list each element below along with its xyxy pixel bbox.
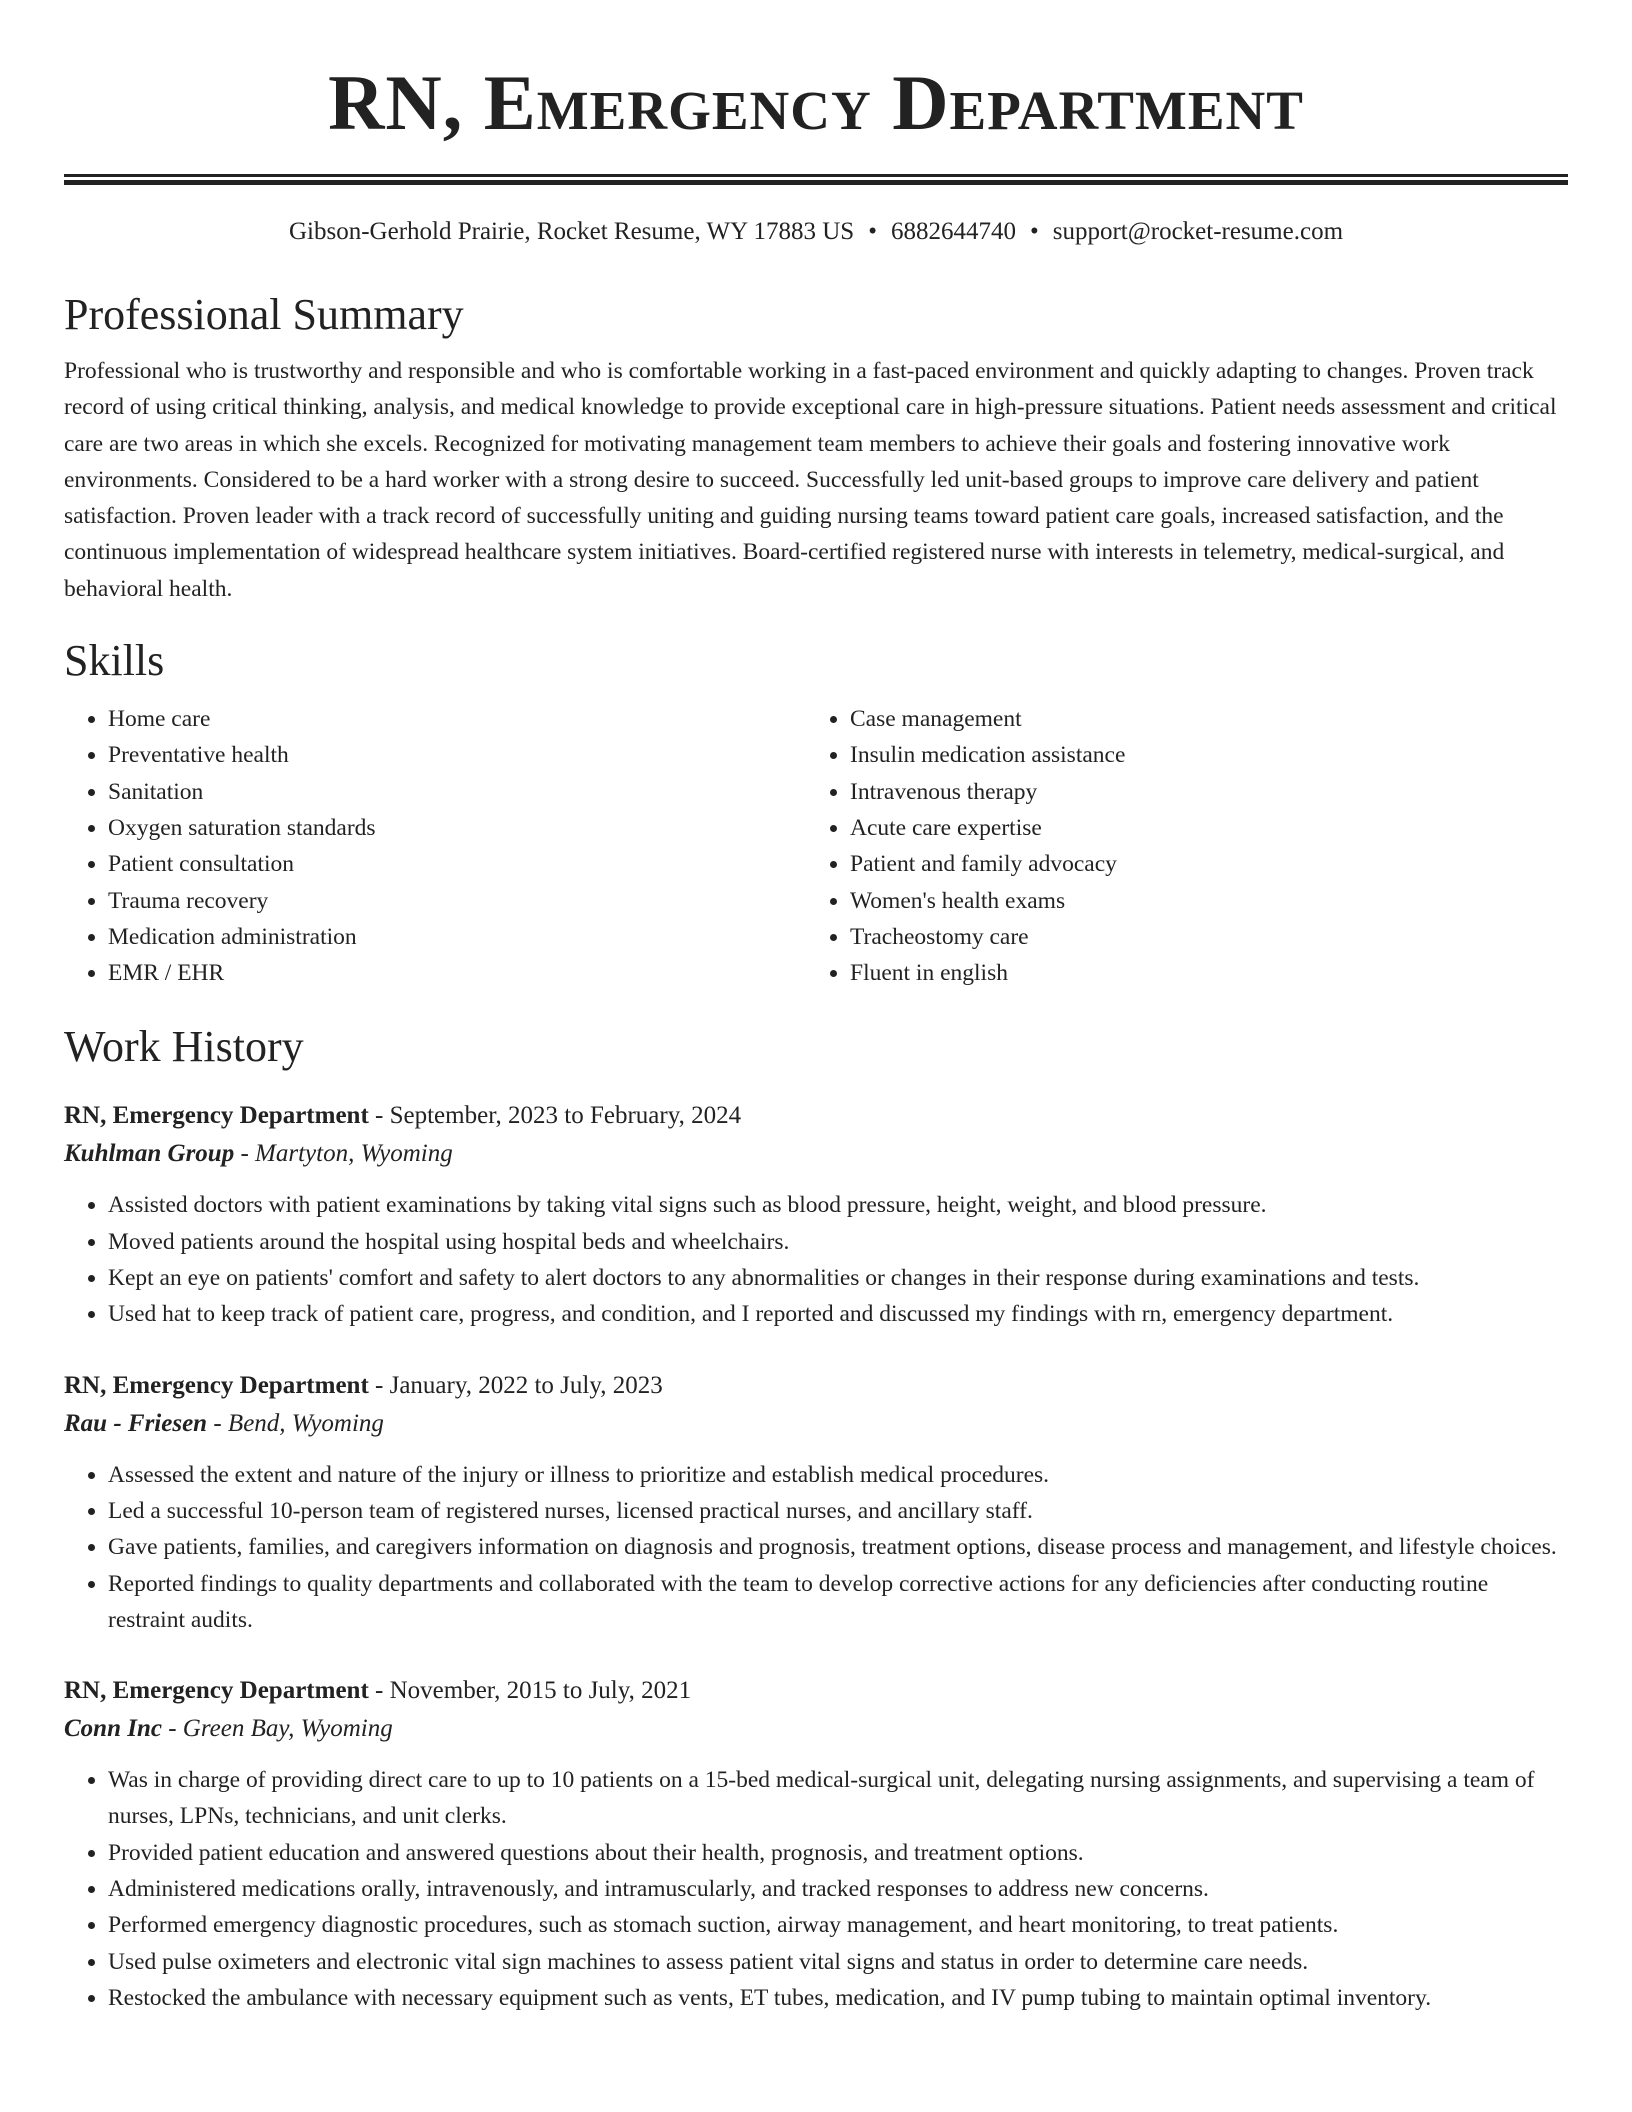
- job-title: RN, Emergency Department: [64, 1102, 369, 1130]
- job-entry: [64, 1672, 1568, 2016]
- job-location: - Green Bay, Wyoming: [161, 1715, 393, 1743]
- skill-item: • Tracheostomy care: [850, 919, 1566, 955]
- contact-phone: 6882644740: [890, 218, 1016, 245]
- summary-heading: Professional Summary: [64, 290, 464, 339]
- skill-item: • Oxygen saturation standards: [108, 810, 806, 846]
- job-employer: [64, 1710, 1568, 1748]
- skill-item: • Fluent in english: [850, 955, 1566, 991]
- job-bullet: • Used hat to keep track of patient care, progress, and condition, and I reported and discussed my findings with rn, emergency department.: [108, 1296, 1568, 1332]
- job-dates: - November, 2015 to July, 2021: [368, 1677, 692, 1705]
- job-employer: [64, 1135, 1568, 1173]
- job-bullet: • Used pulse oximeters and electronic vital sign machines to assess patient vital signs and status in order to determine care needs.: [108, 1944, 1568, 1980]
- job-bullet: • Kept an eye on patients' comfort and safety to alert doctors to any abnormalities or changes in their response during examinations and tests.: [108, 1260, 1568, 1296]
- skills-list: [64, 701, 1568, 991]
- job-bullet: • Administered medications orally, intravenously, and intramuscularly, and tracked responses to address new concerns.: [108, 1871, 1568, 1907]
- skill-item: • Medication administration: [108, 919, 806, 955]
- job-header: [64, 1367, 1568, 1405]
- job-entry: [64, 1367, 1568, 1638]
- skill-item: • Preventative health: [108, 737, 806, 773]
- job-title: RN, Emergency Department: [64, 1677, 369, 1705]
- contact-address: Gibson-Gerhold Prairie, Rocket Resume, WY 17883 US: [288, 218, 855, 245]
- job-company: Conn Inc: [64, 1715, 162, 1743]
- work-history-heading: Work History: [64, 1022, 304, 1072]
- job-dates: - September, 2023 to February, 2024: [368, 1102, 742, 1130]
- job-dates: - January, 2022 to July, 2023: [368, 1371, 663, 1399]
- skill-item: • Patient and family advocacy: [850, 846, 1566, 882]
- job-bullet: • Moved patients around the hospital using hospital beds and wheelchairs.: [108, 1224, 1568, 1260]
- job-bullet: • Performed emergency diagnostic procedures, such as stomach suction, airway management, and heart monitoring, to treat patients.: [108, 1907, 1568, 1943]
- header-divider: [64, 174, 1568, 185]
- job-bullet: • Provided patient education and answered questions about their health, prognosis, and treatment options.: [108, 1835, 1568, 1871]
- skill-item: • Sanitation: [108, 774, 806, 810]
- skill-item: • Acute care expertise: [850, 810, 1566, 846]
- skill-item: • Patient consultation: [108, 846, 806, 882]
- job-bullet: • Led a successful 10-person team of registered nurses, licensed practical nurses, and ancillary staff.: [108, 1493, 1568, 1529]
- job-company: Kuhlman Group: [64, 1140, 235, 1168]
- skill-item: • Case management: [850, 701, 1566, 737]
- job-bullets: [64, 1457, 1568, 1638]
- job-bullet: • Assessed the extent and nature of the injury or illness to prioritize and establish medical procedures.: [108, 1457, 1568, 1493]
- job-bullets: [64, 1187, 1568, 1332]
- job-bullet: • Reported findings to quality departments and collaborated with the team to develop corrective actions for any deficiencies after conducting routine restraint audits.: [108, 1566, 1568, 1639]
- job-bullet: • Gave patients, families, and caregivers information on diagnosis and prognosis, treatment options, disease process and management, and lifestyle choices.: [108, 1529, 1568, 1565]
- job-header: [64, 1097, 1568, 1135]
- job-location: - Martyton, Wyoming: [234, 1140, 453, 1168]
- contact-line: [64, 215, 1568, 249]
- skill-item: • EMR / EHR: [108, 955, 806, 991]
- skills-column-right: [806, 701, 1566, 991]
- skill-item: • Intravenous therapy: [850, 774, 1566, 810]
- job-bullet: • Restocked the ambulance with necessary equipment such as vents, ET tubes, medication, and IV pump tubing to maintain optimal inventory.: [108, 1980, 1568, 2016]
- job-employer: [64, 1405, 1568, 1443]
- skills-heading: Skills: [64, 636, 165, 686]
- job-entry: [64, 1097, 1568, 1332]
- skill-item: • Women's health exams: [850, 883, 1566, 919]
- job-bullet: • Assisted doctors with patient examinations by taking vital signs such as blood pressure, height, weight, and blood pressure.: [108, 1187, 1568, 1223]
- contact-email: support@rocket-resume.com: [1052, 218, 1344, 245]
- job-title: RN, Emergency Department: [64, 1371, 369, 1399]
- summary-text: Professional who is trustworthy and responsible and who is comfortable working in a fast-paced environment and quickly adapting to changes. Proven track record of using critical thinking, analysis, and medical knowledge to provide exceptional care in high-pressure situations. Patient needs assessment and critical care are two areas in which she excels. Recognized for motivating management team members to achieve their goals and fostering innovative work environments. Considered to be a hard worker with a strong desire to succeed. Successfully led unit-based groups to improve care delivery and patient satisfaction. Proven leader with a track record of successfully uniting and guiding nursing teams toward patient care goals, increased satisfaction, and the continuous implementation of widespread healthcare system initiatives. Board-certified registered nurse with interests in telemetry, medical-surgical, and behavioral health.: [64, 358, 1557, 602]
- skill-item: • Insulin medication assistance: [850, 737, 1566, 773]
- skill-item: • Trauma recovery: [108, 883, 806, 919]
- job-bullet: • Was in charge of providing direct care to up to 10 patients on a 15-bed medical-surgical unit, delegating nursing assignments, and supervising a team of nurses, LPNs, technicians, and unit clerks.: [108, 1762, 1568, 1835]
- skill-item: • Home care: [108, 701, 806, 737]
- job-header: [64, 1672, 1568, 1710]
- job-location: - Bend, Wyoming: [207, 1409, 384, 1437]
- contact-separator: •: [1029, 218, 1039, 245]
- resume-name: RN, Emergency Department: [328, 59, 1304, 146]
- job-bullets: [64, 1762, 1568, 2016]
- job-company: Rau - Friesen: [64, 1409, 208, 1437]
- skills-column-left: [64, 701, 806, 991]
- contact-separator: •: [868, 218, 877, 245]
